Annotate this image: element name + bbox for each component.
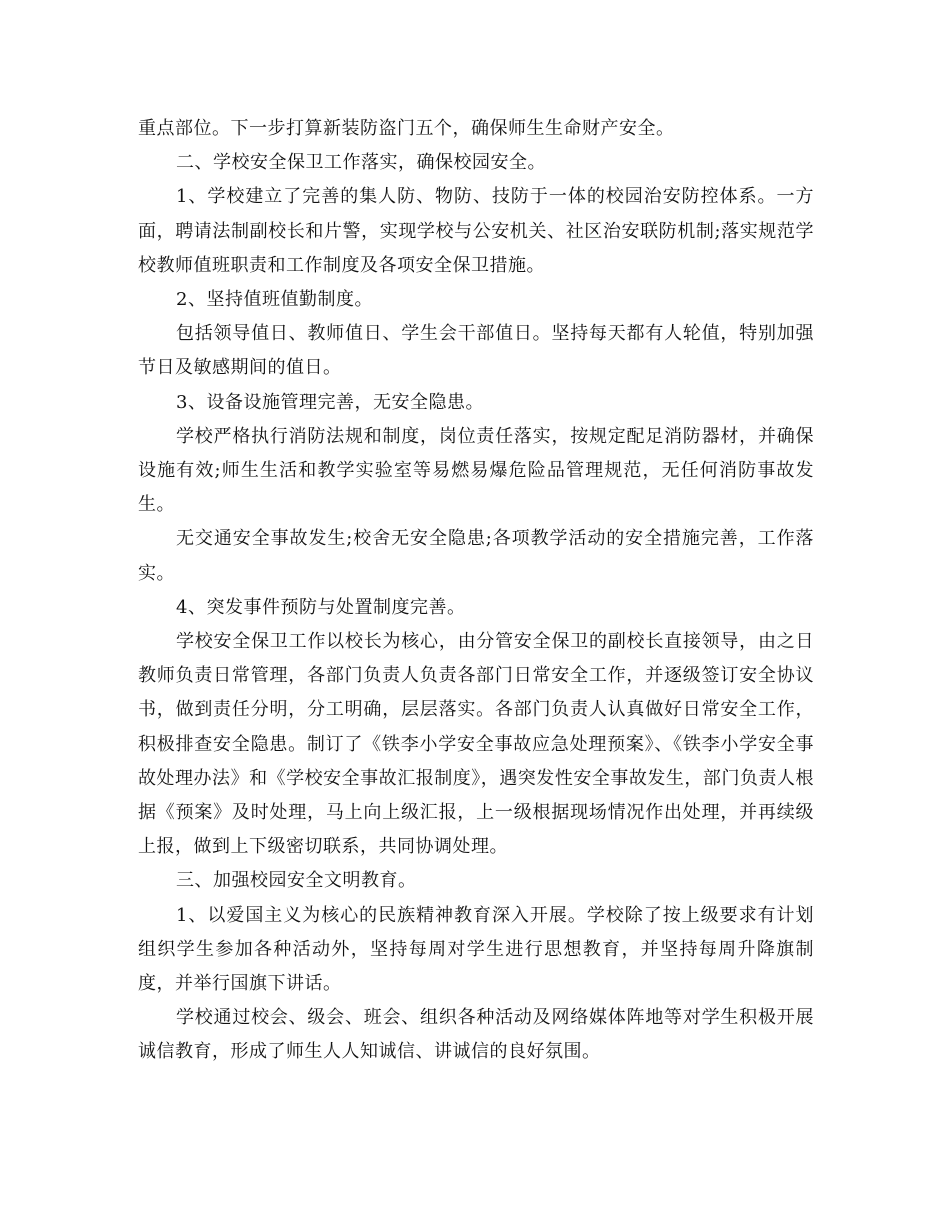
- paragraph-emergency-plan: 学校安全保卫工作以校长为核心，由分管安全保卫的副校长直接领导，由之日教师负责日常管理，各部门负责人负责各部门日常安全工作，并逐级签订安全协议书，做到责任分明，分工明确，层层落实。各部门负责人认真做好日常安全工作，积极排查安全隐患。制订了《铁李小学安全事故应急处理预案》、《铁李小学安全事故处理办法》和《学校安全事故汇报制度》，遇突发性安全事故发生，部门负责人根据《预案》及时处理，马上向上级汇报，上一级根据现场情况作出处理，并再续级上报，做到上下级密切联系，共同协调处理。: [138, 631, 814, 858]
- subheading-facilities: 3、设备设施管理完善，无安全隐患。: [176, 391, 484, 413]
- subheading-duty-system: 2、坚持值班值勤制度。: [176, 289, 373, 311]
- paragraph-defense-system: 1、学校建立了完善的集人防、物防、技防于一体的校园治安防控体系。一方面，聘请法制副校长和片警，实现学校与公安机关、社区治安联防机制;落实规范学校教师值班职责和工作制度及各项安全保卫措施。: [138, 186, 814, 276]
- paragraph-duty-roster: 包括领导值日、教师值日、学生会干部值日。坚持每天都有人轮值，特别加强节日及敏感期间的值日。: [138, 323, 814, 379]
- subheading-emergency: 4、突发事件预防与处置制度完善。: [176, 596, 466, 618]
- paragraph-continuation: 重点部位。下一步打算新装防盗门五个，确保师生生命财产安全。: [138, 118, 675, 139]
- paragraph-integrity: 学校通过校会、级会、班会、组织各种活动及网络媒体阵地等对学生积极开展诚信教育，形成了师生人人知诚信、讲诚信的良好氛围。: [138, 1007, 814, 1063]
- section-heading-2: 二、学校安全保卫工作落实，确保校园安全。: [176, 152, 546, 174]
- paragraph-patriotism: 1、以爱国主义为核心的民族精神教育深入开展。学校除了按上级要求有计划组织学生参加各种活动外，坚持每周对学生进行思想教育，并坚持每周升降旗制度，并举行国旗下讲话。: [138, 904, 814, 995]
- section-heading-3: 三、加强校园安全文明教育。: [176, 870, 417, 892]
- document-body: [138, 112, 814, 1070]
- paragraph-no-accidents: 无交通安全事故发生;校舍无安全隐患;各项教学活动的安全措施完善，工作落实。: [138, 528, 814, 584]
- paragraph-fire-safety: 学校严格执行消防法规和制度，岗位责任落实，按规定配足消防器材，并确保设施有效;师生生活和教学实验室等易燃易爆危险品管理规范，无任何消防事故发生。: [138, 425, 814, 516]
